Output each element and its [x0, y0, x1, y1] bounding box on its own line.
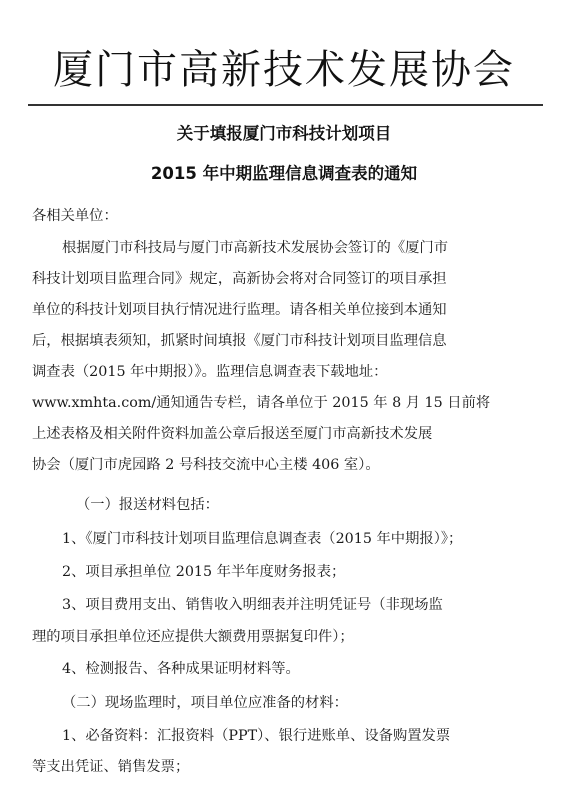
list-item: 4、检测报告、各种成果证明材料等。: [62, 661, 300, 677]
salutation: 各相关单位：: [32, 208, 118, 224]
section-2-heading: （二）现场监理时，项目单位应准备的材料：: [62, 695, 348, 711]
list-item-continued: 等支出凭证、销售发票；: [32, 759, 190, 775]
paragraph-line: 后，根据填表须知，抓紧时间填报《厦门市科技计划项目监理信息: [32, 333, 447, 349]
paragraph-line: 单位的科技计划项目执行情况进行监理。请各相关单位接到本通知: [32, 302, 447, 318]
section-1-heading: （一）报送材料包括：: [76, 497, 219, 513]
header-divider: [28, 104, 543, 106]
paragraph-line: 调查表（2015 年中期报）》。监理信息调查表下载地址：: [32, 364, 388, 380]
notice-title-line-2: 2015 年中期监理信息调查表的通知: [150, 164, 418, 183]
list-item: 1、《厦门市科技计划项目监理信息调查表（2015 年中期报）》；: [62, 531, 463, 547]
paragraph-line: 根据厦门市科技局与厦门市高新技术发展协会签订的《厦门市: [62, 240, 449, 256]
list-item: 3、项目费用支出、销售收入明细表并注明凭证号（非现场监: [62, 597, 443, 613]
notice-title-line-1: 关于填报厦门市科技计划项目: [176, 124, 392, 143]
paragraph-line: www.xmhta.com/通知通告专栏，请各单位于 2015 年 8 月 15 日前将: [32, 395, 491, 411]
paragraph-line: 科技计划项目监理合同》规定，高新协会将对合同签订的项目承担: [32, 271, 447, 287]
paragraph-line: 上述表格及相关附件资料加盖公章后报送至厦门市高新技术发展: [32, 426, 433, 442]
org-header-title: 厦门市高新技术发展协会: [53, 47, 515, 93]
list-item-continued: 理的项目承担单位还应提供大额费用票据复印件）；: [32, 629, 354, 645]
paragraph-line: 协会（厦门市虎园路 2 号科技交流中心主楼 406 室）。: [32, 457, 380, 473]
list-item: 1、必备资料：汇报资料（PPT）、银行进账单、设备购置发票: [62, 728, 451, 744]
list-item: 2、项目承担单位 2015 年半年度财务报表；: [62, 564, 346, 580]
